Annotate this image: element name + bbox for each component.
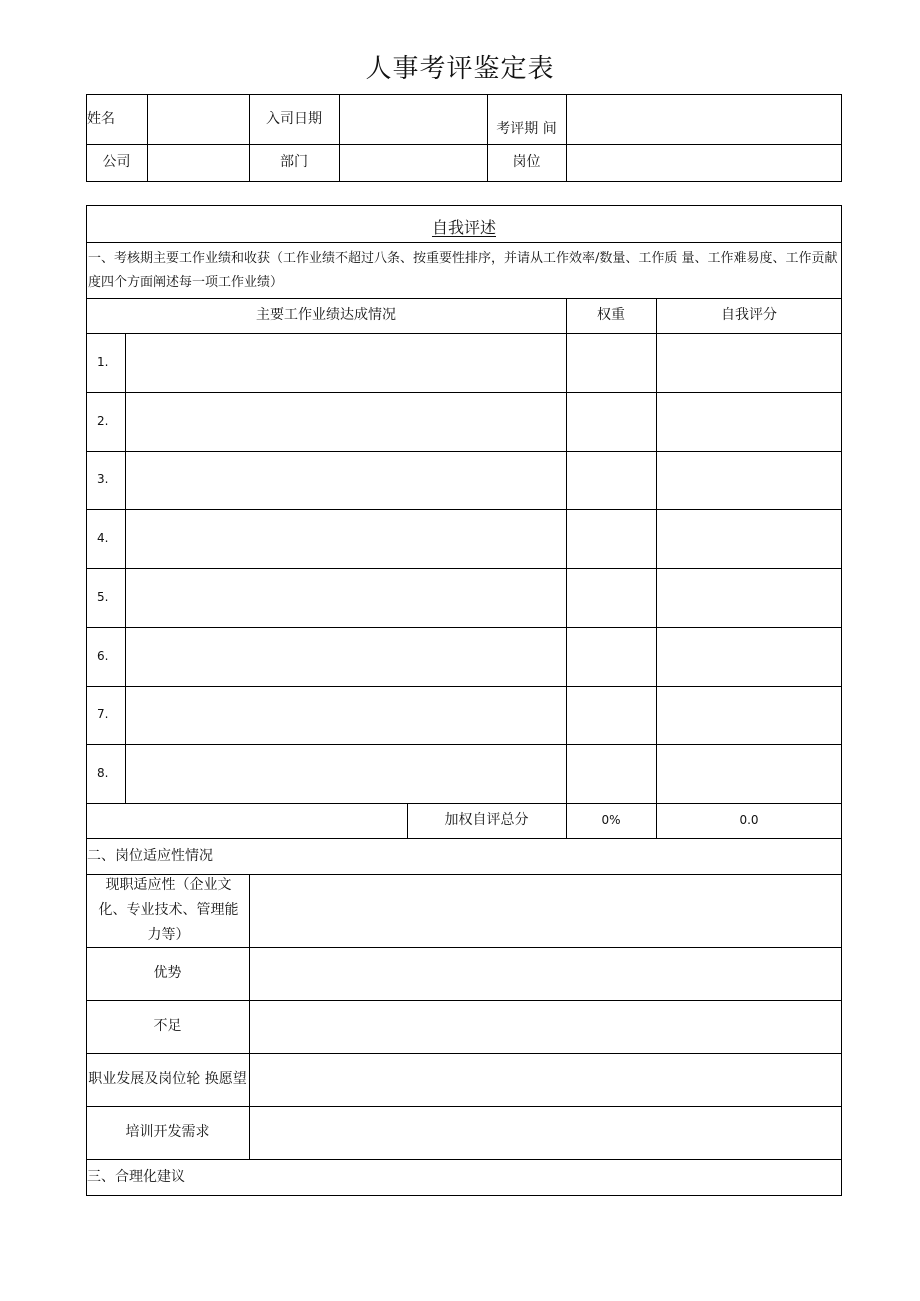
weight-field[interactable] [567, 745, 656, 803]
company-field[interactable] [148, 145, 249, 181]
department-field[interactable] [340, 145, 487, 181]
row-number: 3. [97, 472, 109, 487]
row-number: 5. [97, 589, 109, 604]
row-number: 4. [97, 530, 109, 545]
weighted-total-label: 加权自评总分 [444, 812, 529, 829]
achievement-field[interactable] [126, 687, 566, 744]
achievement-field[interactable] [126, 334, 566, 392]
name-label: 姓名 [87, 110, 115, 127]
entry-date-field[interactable] [340, 95, 487, 144]
weaknesses-label: 不足 [153, 1018, 182, 1035]
self-score-field[interactable] [657, 569, 841, 627]
weight-field[interactable] [567, 510, 656, 568]
section1-note: 一、考核期主要工作业绩和收获（工作业绩不超过八条、按重要性排序，并请从工作效率/数量、工作质 量、工作难易度、工作贡献度四个方面阐述每一项工作业绩） [88, 251, 838, 290]
company-label: 公司 [102, 154, 131, 171]
self-score-field[interactable] [657, 745, 841, 803]
weight-field[interactable] [567, 334, 656, 392]
weight-field[interactable] [567, 452, 656, 509]
name-field[interactable] [148, 95, 249, 144]
suitability-field[interactable] [250, 875, 841, 947]
col-main-achievements: 主要工作业绩达成情况 [256, 307, 396, 324]
achievement-field[interactable] [126, 569, 566, 627]
achievement-field[interactable] [126, 745, 566, 803]
weight-field[interactable] [567, 393, 656, 451]
self-score-field[interactable] [657, 510, 841, 568]
row-number: 8. [97, 765, 109, 780]
self-review-title: 自我评述 [431, 218, 496, 238]
col-self-score: 自我评分 [721, 307, 777, 324]
weight-field[interactable] [567, 687, 656, 744]
position-field[interactable] [567, 145, 841, 181]
period-field[interactable] [567, 95, 841, 144]
training-needs-label: 培训开发需求 [125, 1124, 210, 1141]
self-score-field[interactable] [657, 452, 841, 509]
col-weight: 权重 [597, 307, 625, 324]
section3-title: 三、合理化建议 [87, 1168, 185, 1185]
strengths-label: 优势 [153, 965, 182, 982]
section2-title: 二、岗位适应性情况 [87, 847, 213, 864]
achievement-field[interactable] [126, 628, 566, 686]
achievement-field[interactable] [126, 393, 566, 451]
position-label: 岗位 [512, 154, 541, 171]
self-score-field[interactable] [657, 393, 841, 451]
achievement-field[interactable] [126, 510, 566, 568]
score-total-value: 0.0 [739, 812, 759, 827]
training-needs-field[interactable] [250, 1107, 841, 1159]
row-number: 7. [97, 707, 109, 722]
career-development-label: 职业发展及岗位轮 换愿望 [88, 1071, 247, 1087]
page-title: 人事考评鉴定表 [365, 54, 555, 84]
weight-field[interactable] [567, 569, 656, 627]
career-development-field[interactable] [250, 1054, 841, 1106]
department-label: 部门 [280, 154, 308, 171]
suitability-label: 现职适应性（企业文化、专业技术、管理能力等） [98, 877, 239, 943]
strengths-field[interactable] [250, 948, 841, 1000]
row-number: 1. [97, 354, 109, 369]
weight-field[interactable] [567, 628, 656, 686]
weight-total-value: 0% [601, 812, 621, 827]
self-score-field[interactable] [657, 334, 841, 392]
row-number: 6. [97, 648, 109, 663]
self-score-field[interactable] [657, 687, 841, 744]
weaknesses-field[interactable] [250, 1001, 841, 1053]
achievement-field[interactable] [126, 452, 566, 509]
entry-date-label: 入司日期 [266, 110, 322, 127]
row-number: 2. [97, 413, 109, 428]
period-label: 考评期 间 [496, 120, 557, 137]
self-score-field[interactable] [657, 628, 841, 686]
